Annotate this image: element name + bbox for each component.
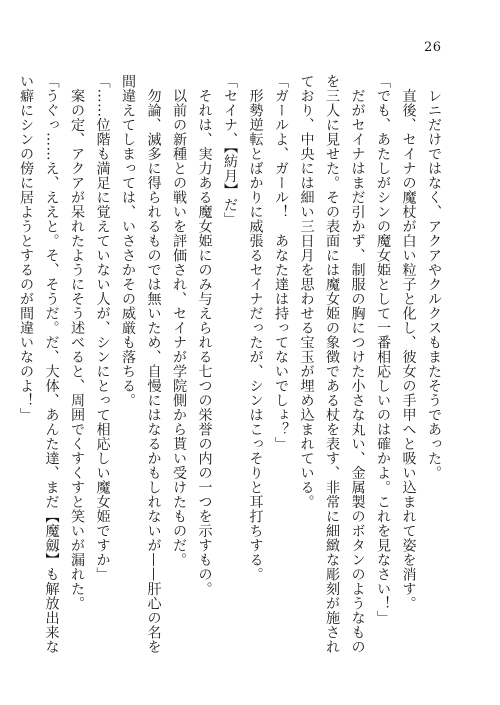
text-line: ており、中央には細い三日月を思わせる宝玉が埋め込まれている。 xyxy=(298,74,315,509)
text-line: それは、実力ある魔女姫にのみ与えられる七つの栄誉の内の一つを示すもの。 xyxy=(196,74,213,596)
page-number: 26 xyxy=(424,40,442,55)
text-line: 以前の新種との戦いを評価され、セイナが学院側から貰い受けたものだ。 xyxy=(171,74,187,567)
text-line: 「でも、あたしがシンの魔女姫として一番相応しいのは確かよ。これを見なさい！」 xyxy=(375,74,391,625)
text-line: 「うぐっ……え、ええと。そ、そうだ。だ、大体、あんた達、まだ【魔劔】も解放出来な xyxy=(43,74,60,654)
text-line: だがセイナはまだ引かず、制服の胸につけた小さな丸い、金属製のボタンのようなもの xyxy=(349,74,366,654)
text-line: 勿論、滅多に得られるものでは無いため、自慢にはなるかもしれないが——肝心の名を xyxy=(145,74,162,654)
text-line: 「……位階も満足に覚えていない人が、シンにとって相応しい魔女姫ですか」 xyxy=(94,74,111,582)
text-line: 直後、セイナの魔杖が白い粒子と化し、彼女の手甲へと吸い込まれて姿を消す。 xyxy=(400,74,417,611)
text-line: を三人に見せた。その表面には魔女姫の象徴である杖を表す、非常に細緻な彫刻が施され xyxy=(324,74,340,654)
text-line: い癖にシンの傍に居ようとするのが間違いなのよ！」 xyxy=(18,74,34,422)
text-line: 「ガールよ、ガール！ あなた達は持ってないでしょ？」 xyxy=(273,74,289,451)
text-line: 「セイナ、【紡月】だ」 xyxy=(222,74,238,227)
text-line: 案の定、アクアが呆れたようにそう述べると、周囲でくすくすと笑いが漏れた。 xyxy=(69,74,85,611)
vertical-text-body xyxy=(13,74,447,674)
text-line: 形勢逆転とばかりに威張るセイナだったが、シンはこっそりと耳打ちする。 xyxy=(247,74,264,582)
text-line: レニだけではなく、アクアやクルクスもまたそうであった。 xyxy=(426,74,442,480)
text-line: 間違えてしまっては、いささかその威厳も落ちる。 xyxy=(120,74,136,408)
